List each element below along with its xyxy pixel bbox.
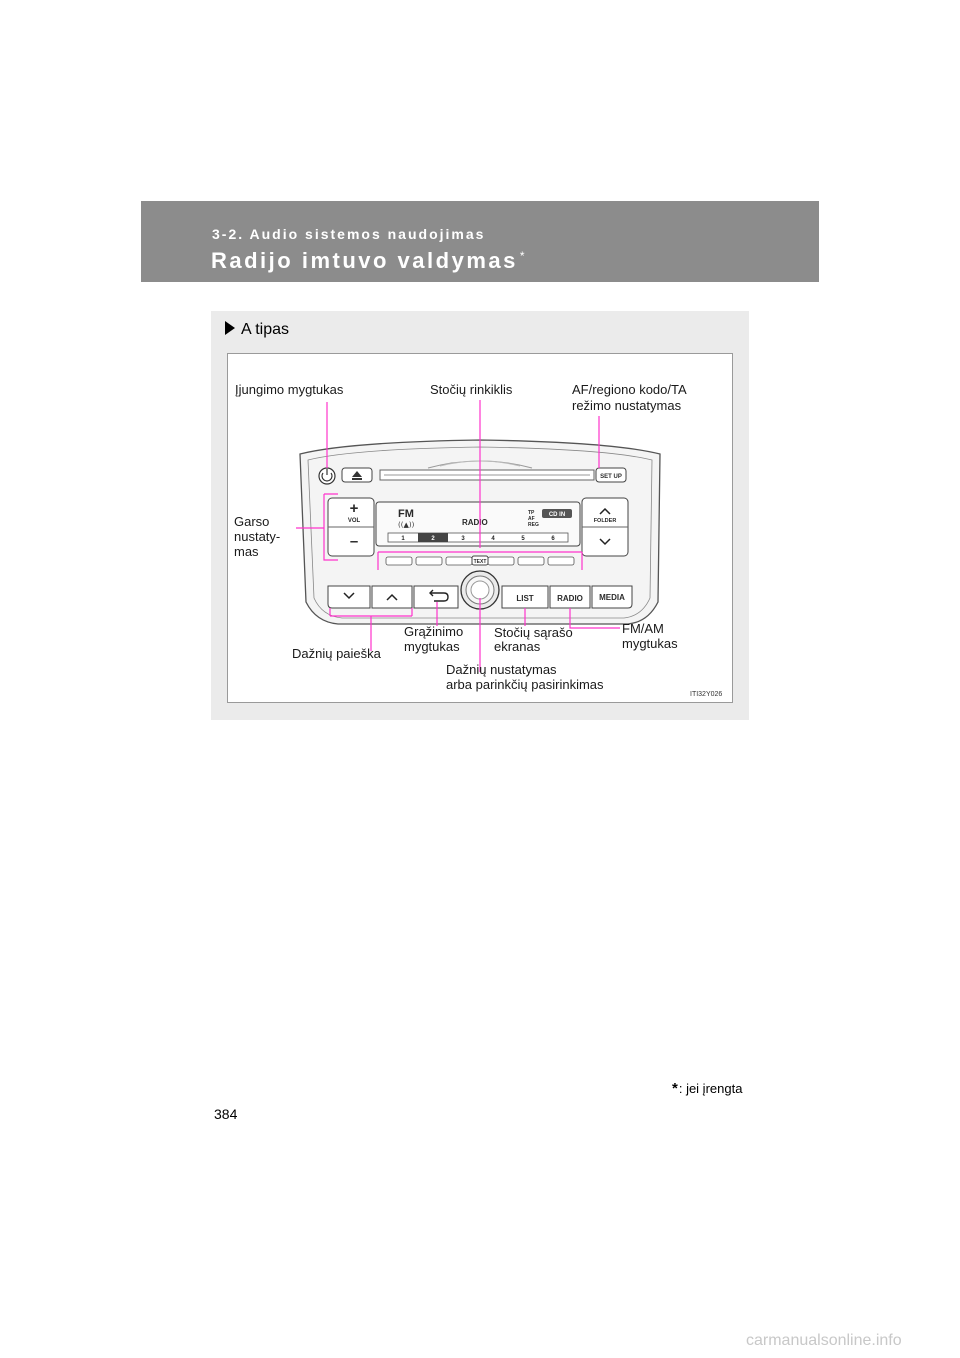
setup-button-label: SET UP (600, 474, 622, 480)
list-button-label: LIST (516, 594, 534, 603)
folder-label: FOLDER (593, 518, 617, 524)
display-cd-text: CD IN (548, 512, 566, 518)
callout-af-line2: režimo nustatymas (572, 398, 682, 413)
footnote-text: : jei įrengta (678, 1081, 743, 1096)
vol-label: VOL (347, 518, 361, 524)
preset-1-label: 1 (401, 536, 405, 542)
callout-power: Įjungimo mygtukas (235, 382, 344, 397)
panel-heading (225, 321, 289, 339)
callout-back-line2: mygtukas (404, 639, 460, 654)
title-footnote-mark: * (519, 248, 528, 263)
media-button-label: MEDIA (599, 593, 625, 602)
display-mode-text: RADIO (462, 518, 488, 527)
page-title-text: Radijo imtuvo valdymas (211, 248, 518, 273)
callout-volume-line3: mas (234, 544, 259, 559)
callout-list-line1: Stočių sąrašo (494, 625, 573, 640)
page-number: 384 (214, 1106, 238, 1122)
volume-up-label: + (349, 500, 359, 517)
callout-tuner: Stočių rinkiklis (430, 382, 513, 397)
footnote-mark: * (672, 1080, 678, 1097)
radio-button-label: RADIO (557, 594, 583, 603)
watermark: carmanualsonline.info (746, 1332, 902, 1349)
preset-4-label: 4 (491, 536, 495, 542)
panel-heading-text: A tipas (241, 321, 290, 338)
callout-volume-line1: Garso (234, 514, 270, 529)
callout-list-line2: ekranas (494, 639, 541, 654)
callout-tune-line1: Dažnių nustatymas (446, 662, 557, 677)
callout-af-line1: AF/regiono kodo/TA (572, 382, 687, 397)
display-reg-text: REG (528, 522, 539, 528)
figure-code: ITI32Y026 (690, 691, 723, 698)
radio-figure (227, 353, 733, 703)
preset-3-label: 3 (461, 536, 465, 542)
callout-volume-line2: nustaty- (234, 529, 281, 544)
page-title (211, 248, 527, 274)
preset-2-label: 2 (431, 536, 435, 542)
figure-panel (211, 311, 749, 720)
signal-icon: ((▲)) (398, 521, 415, 529)
callout-fmam-line1: FM/AM (622, 621, 664, 636)
preset-6-label: 6 (551, 536, 555, 542)
preset-5-label: 5 (521, 536, 525, 542)
display-af-text: AF (528, 516, 535, 522)
footnote (672, 1080, 742, 1097)
text-button-label: TEXT (473, 559, 487, 565)
callout-back-line1: Grąžinimo (404, 624, 464, 639)
callout-tune-line2: arba parinkčių pasirinkimas (446, 677, 604, 692)
volume-down-label: – (349, 533, 359, 550)
display-tp-text: TP (528, 510, 535, 516)
section-label: 3-2. Audio sistemos naudojimas (212, 226, 486, 242)
callout-seek: Dažnių paieška (292, 646, 381, 661)
callout-fmam-line2: mygtukas (622, 636, 678, 651)
triangle-bullet-icon (225, 321, 235, 335)
radio-illustration (228, 354, 732, 702)
display-band-text: FM (398, 508, 414, 520)
